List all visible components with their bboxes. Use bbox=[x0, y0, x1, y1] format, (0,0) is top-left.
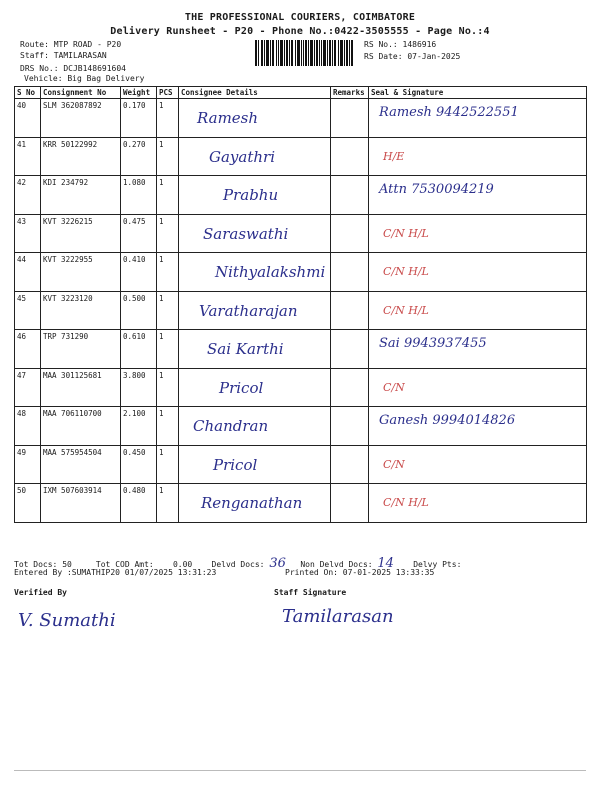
cell-seal bbox=[369, 445, 587, 484]
runsheet-table bbox=[14, 86, 587, 523]
seal-stamp-note: C/N bbox=[383, 457, 405, 471]
cell-consignment: IXM 507603914 bbox=[41, 484, 121, 523]
cell-weight: 0.270 bbox=[121, 137, 157, 176]
cell-weight: 0.410 bbox=[121, 253, 157, 292]
col-pcs: PCS bbox=[157, 87, 179, 99]
table-row bbox=[15, 330, 587, 369]
delvd-value: 36 bbox=[269, 556, 286, 571]
non-delvd-label: Non Delvd Docs: bbox=[300, 560, 373, 569]
cell-consignment: KDI 234792 bbox=[41, 176, 121, 215]
cell-sno: 49 bbox=[15, 445, 41, 484]
cell-seal bbox=[369, 291, 587, 330]
receiver-signature: Sai 9943937455 bbox=[379, 336, 487, 351]
cell-weight: 0.475 bbox=[121, 214, 157, 253]
cell-remarks bbox=[331, 137, 369, 176]
cell-weight: 2.100 bbox=[121, 407, 157, 446]
cell-consignment: MAA 706110700 bbox=[41, 407, 121, 446]
cell-pcs: 1 bbox=[157, 291, 179, 330]
consignee-handwriting: Renganathan bbox=[201, 494, 303, 512]
cell-consignment: SLM 362087892 bbox=[41, 99, 121, 138]
cell-pcs: 1 bbox=[157, 445, 179, 484]
rs-date: RS Date: 07-Jan-2025 bbox=[364, 52, 461, 61]
cell-pcs: 1 bbox=[157, 137, 179, 176]
company-title: THE PROFESSIONAL COURIERS, COIMBATORE bbox=[184, 12, 416, 23]
consignee-handwriting: Pricol bbox=[213, 455, 258, 474]
consignee-handwriting: Chandran bbox=[193, 417, 269, 435]
cell-seal bbox=[369, 330, 587, 369]
cell-consignment: KVT 3223120 bbox=[41, 291, 121, 330]
table-row bbox=[15, 176, 587, 215]
cell-sno: 50 bbox=[15, 484, 41, 523]
consignee-handwriting: Nithyalakshmi bbox=[215, 263, 326, 281]
cell-seal bbox=[369, 214, 587, 253]
consignee-handwriting: Varatharajan bbox=[199, 301, 298, 320]
receiver-signature: Attn 7530094219 bbox=[379, 182, 494, 197]
cell-pcs: 1 bbox=[157, 368, 179, 407]
cell-seal bbox=[369, 368, 587, 407]
delvd-label: Delvd Docs: bbox=[211, 560, 265, 569]
cell-sno: 42 bbox=[15, 176, 41, 215]
cell-consignment: KRR 50122992 bbox=[41, 137, 121, 176]
consignee-handwriting: Sai Karthi bbox=[207, 340, 284, 358]
consignee-handwriting: Gayathri bbox=[209, 147, 275, 166]
table-row bbox=[15, 291, 587, 330]
cell-consignee bbox=[179, 176, 331, 215]
verified-by-label: Verified By bbox=[14, 588, 67, 597]
cell-remarks bbox=[331, 368, 369, 407]
cell-seal bbox=[369, 407, 587, 446]
cell-seal bbox=[369, 137, 587, 176]
cell-consignee bbox=[179, 330, 331, 369]
cell-remarks bbox=[331, 407, 369, 446]
cell-consignee bbox=[179, 407, 331, 446]
cell-consignee bbox=[179, 368, 331, 407]
cell-sno: 45 bbox=[15, 291, 41, 330]
cell-consignee bbox=[179, 137, 331, 176]
table-row bbox=[15, 253, 587, 292]
table-row bbox=[15, 407, 587, 446]
runsheet-title: Delivery Runsheet - P20 - Phone No.:0422-3505555 - Page No.:4 bbox=[110, 26, 490, 37]
cell-pcs: 1 bbox=[157, 99, 179, 138]
cell-sno: 46 bbox=[15, 330, 41, 369]
cell-consignment: MAA 575954504 bbox=[41, 445, 121, 484]
receiver-signature: Ramesh 9442522551 bbox=[379, 105, 519, 120]
consignee-handwriting: Ramesh bbox=[197, 109, 259, 127]
printed-on: Printed On: 07-01-2025 13:33:35 bbox=[285, 568, 435, 577]
cell-pcs: 1 bbox=[157, 484, 179, 523]
col-consignment: Consignment No bbox=[41, 87, 121, 99]
col-sno: S No bbox=[15, 87, 41, 99]
barcode-image bbox=[255, 40, 355, 66]
staff-signature-label: Staff Signature bbox=[274, 588, 347, 597]
table-row bbox=[15, 99, 587, 138]
seal-stamp-note: C/N H/L bbox=[383, 303, 429, 317]
divider bbox=[14, 770, 586, 771]
cell-seal bbox=[369, 253, 587, 292]
cell-weight: 1.080 bbox=[121, 176, 157, 215]
seal-stamp-note: C/N H/L bbox=[383, 226, 429, 240]
consignee-handwriting: Pricol bbox=[219, 378, 264, 397]
cell-pcs: 1 bbox=[157, 253, 179, 292]
table-header-row bbox=[15, 87, 587, 99]
cell-consignee bbox=[179, 99, 331, 138]
table-row bbox=[15, 484, 587, 523]
cell-consignee bbox=[179, 253, 331, 292]
cell-consignee bbox=[179, 445, 331, 484]
cell-seal bbox=[369, 99, 587, 138]
non-delvd-value: 14 bbox=[377, 556, 394, 571]
seal-stamp-note: C/N H/L bbox=[383, 496, 429, 509]
staff-label: Staff: TAMILARASAN bbox=[20, 51, 107, 60]
cell-remarks bbox=[331, 484, 369, 523]
col-consignee: Consignee Details bbox=[179, 87, 331, 99]
col-remarks: Remarks bbox=[331, 87, 369, 99]
cell-pcs: 1 bbox=[157, 214, 179, 253]
cell-weight: 3.800 bbox=[121, 368, 157, 407]
seal-stamp-note: C/N bbox=[383, 380, 405, 394]
staff-signature: Tamilarasan bbox=[282, 606, 394, 627]
cell-consignment: KVT 3222955 bbox=[41, 253, 121, 292]
table-row bbox=[15, 214, 587, 253]
col-weight: Weight bbox=[121, 87, 157, 99]
tot-cod-label: Tot COD Amt: bbox=[95, 560, 154, 569]
cell-remarks bbox=[331, 445, 369, 484]
cell-remarks bbox=[331, 176, 369, 215]
verified-signature: V. Sumathi bbox=[18, 610, 116, 631]
consignee-handwriting: Prabhu bbox=[223, 186, 279, 204]
cell-seal bbox=[369, 484, 587, 523]
cell-weight: 0.500 bbox=[121, 291, 157, 330]
cell-consignment: KVT 3226215 bbox=[41, 214, 121, 253]
cell-consignment: TRP 731290 bbox=[41, 330, 121, 369]
cell-sno: 48 bbox=[15, 407, 41, 446]
cell-remarks bbox=[331, 99, 369, 138]
cell-pcs: 1 bbox=[157, 407, 179, 446]
table-row bbox=[15, 445, 587, 484]
seal-stamp-note: C/N H/L bbox=[383, 265, 429, 278]
cell-seal bbox=[369, 176, 587, 215]
cell-sno: 43 bbox=[15, 214, 41, 253]
cell-consignment: MAA 301125681 bbox=[41, 368, 121, 407]
tot-docs-label: Tot Docs: bbox=[14, 560, 58, 569]
receiver-signature: Ganesh 9994014826 bbox=[379, 413, 516, 428]
cell-sno: 44 bbox=[15, 253, 41, 292]
table-body bbox=[15, 99, 587, 523]
cell-remarks bbox=[331, 291, 369, 330]
tot-cod-value: 0.00 bbox=[172, 560, 193, 569]
cell-remarks bbox=[331, 330, 369, 369]
cell-remarks bbox=[331, 214, 369, 253]
cell-weight: 0.610 bbox=[121, 330, 157, 369]
vehicle-label: Vehicle: Big Bag Delivery bbox=[24, 74, 145, 83]
cell-consignee bbox=[179, 214, 331, 253]
table-row bbox=[15, 137, 587, 176]
cell-weight: 0.480 bbox=[121, 484, 157, 523]
tot-docs-value: 50 bbox=[62, 560, 72, 569]
delvy-pts-label: Delvy Pts: bbox=[413, 560, 462, 569]
cell-consignee bbox=[179, 484, 331, 523]
cell-sno: 40 bbox=[15, 99, 41, 138]
cell-weight: 0.450 bbox=[121, 445, 157, 484]
cell-sno: 41 bbox=[15, 137, 41, 176]
cell-pcs: 1 bbox=[157, 176, 179, 215]
rs-number: RS No.: 1486916 bbox=[364, 40, 437, 49]
drs-number: DRS No.: DCJB148691604 bbox=[20, 64, 126, 73]
entered-by: Entered By :SUMATHIP20 01/07/2025 13:31:23 bbox=[14, 568, 217, 577]
cell-remarks bbox=[331, 253, 369, 292]
consignee-handwriting: Saraswathi bbox=[203, 224, 289, 243]
route-label: Route: MTP ROAD - P20 bbox=[20, 40, 122, 49]
cell-pcs: 1 bbox=[157, 330, 179, 369]
table-row bbox=[15, 368, 587, 407]
seal-stamp-note: H/E bbox=[383, 149, 405, 163]
cell-consignee bbox=[179, 291, 331, 330]
cell-sno: 47 bbox=[15, 368, 41, 407]
col-seal: Seal & Signature bbox=[369, 87, 587, 99]
cell-weight: 0.170 bbox=[121, 99, 157, 138]
